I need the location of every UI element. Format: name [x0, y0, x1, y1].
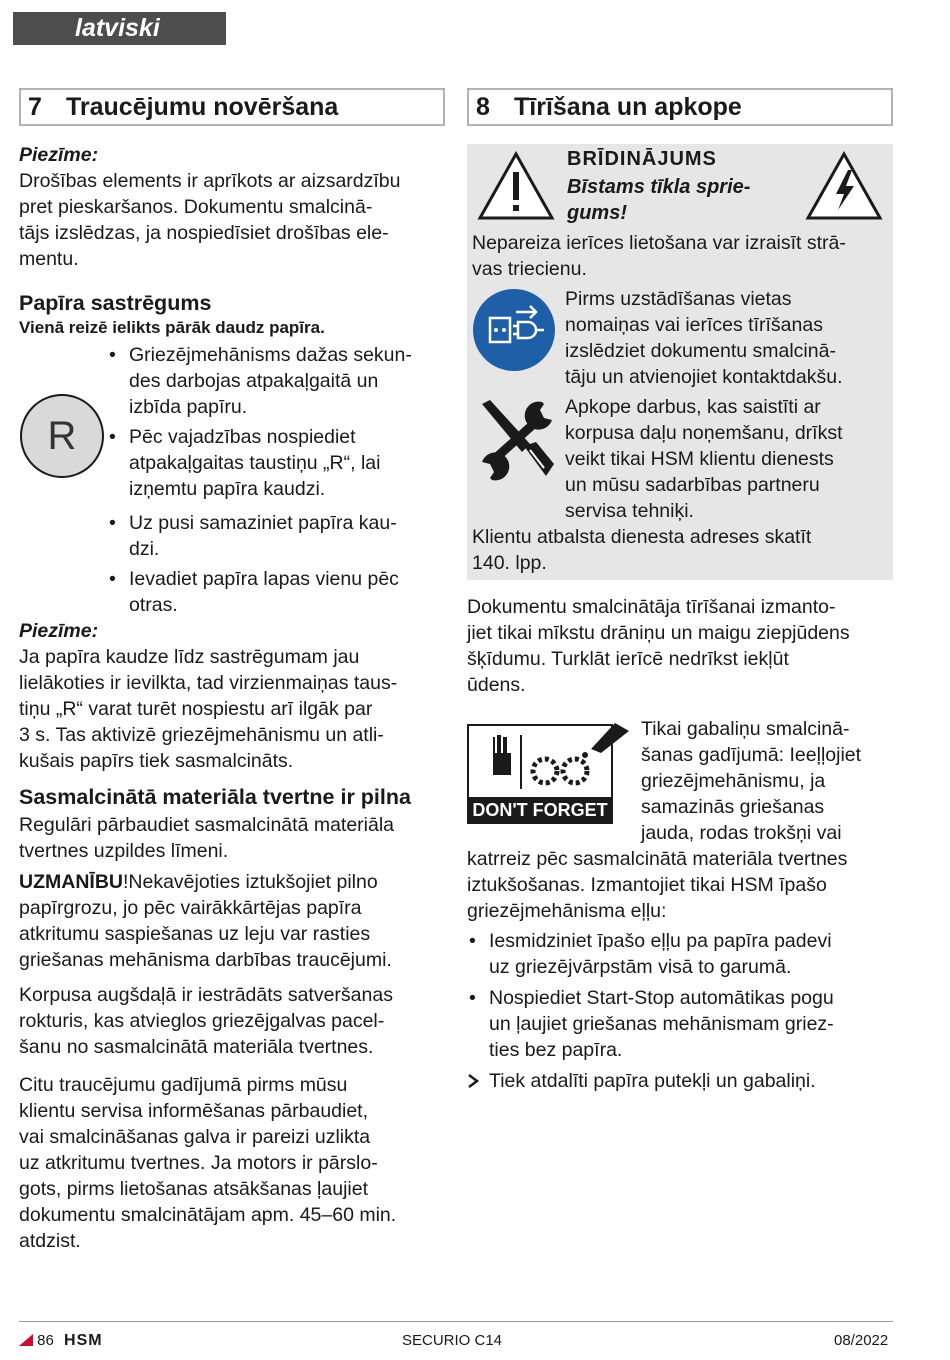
- handle-text: Korpusa augšdaļā ir iestrādāts satveršanas rokturis, kas atvieglos griezējgalvas pacel- šanu no sasmalcinātā materiāla tvertnes.: [19, 984, 393, 1058]
- oil-instruction: DON'T FORGET Tikai gabaliņu smalcinā- šanas gadījumā: Ieeļļojiet griezējmehānismu, ja samazinās griešanas jauda, rodas trokšņi vai: [467, 716, 893, 846]
- brand-logo: HSM: [64, 1332, 103, 1349]
- warning-text: Nepareiza ierīces lietošana var izraisīt strā- vas triecienu.: [472, 232, 846, 280]
- other-faults-text: Citu traucējumu gadījumā pirms mūsu klientu servisa informēšanas pārbaudiet, vai smalcināšanas galva ir pareizi uzlikta uz atkritumu tvertnes. Ja motors ir pārslo- gots, pirms lietošanas atsākšanas ļaujiet dokumentu smalcinātājam apm. 45–60 min. atdzist.: [19, 1074, 397, 1252]
- cleaning-text: Dokumentu smalcinātāja tīrīšanai izmanto- jiet tikai mīkstu drāniņu un maigu ziepjūdens šķīdumu. Turklāt ierīcē nedrīkst iekļūt ūdens.: [467, 596, 850, 696]
- list-item: • Iesmidziniet īpašo eļļu pa papīra padevi uz griezējvārpstām visā to garumā.: [467, 928, 893, 980]
- arrow-right-icon: [467, 1068, 481, 1094]
- note-label: Piezīme:: [19, 144, 99, 166]
- service-instruction: Apkope darbus, kas saistīti ar korpusa daļu noņemšanu, drīkst veikt tikai HSM klientu dienests un mūsu sadarbības partneru servisa tehniķi.: [472, 394, 888, 524]
- warning-box: [467, 144, 893, 580]
- section-title: Traucējumu novēršana: [66, 93, 339, 121]
- section-number: 8: [476, 93, 490, 121]
- section-number: 7: [28, 93, 42, 121]
- paper-jam-heading: Papīra sastrēgums: [19, 291, 212, 315]
- note-label: Piezīme:: [19, 620, 99, 642]
- reverse-key-block: [19, 342, 445, 502]
- high-voltage-icon: [804, 150, 884, 222]
- oil-continuation: katrreiz pēc sasmalcinātā materiāla tvertnes iztukšošanas. Izmantojiet tikai HSM īpašo griezējmehānisma eļļu:: [467, 848, 848, 922]
- footer-left: [19, 1331, 103, 1351]
- section-7-heading: [19, 88, 445, 126]
- oil-steps: [467, 928, 893, 1063]
- page-number: 86: [37, 1332, 54, 1349]
- dont-forget-label: DON'T FORGET: [472, 800, 608, 820]
- result-line: Tiek atdalīti papīra putekļi un gabaliņi.: [467, 1068, 893, 1094]
- note-safety: [19, 142, 445, 272]
- footer-divider: [19, 1321, 893, 1322]
- section-title: Tīrīšana un apkope: [514, 93, 742, 121]
- reverse-key-icon: R: [20, 394, 104, 478]
- paper-jam-cause: Vienā reizē ielikts pārāk daudz papīra.: [19, 318, 325, 337]
- bin-check-text: Regulāri pārbaudiet sasmalcinātā materiāla tvertnes uzpildes līmeni.: [19, 814, 395, 862]
- caution-word: UZMANĪBU: [19, 871, 123, 893]
- language-tab: latviski: [13, 12, 226, 45]
- note-text: Ja papīra kaudze līdz sastrēgumam jau lielākoties ir ievilkta, tad virzienmaiņas taus- tiņu „R“ varat turēt nospiestu arī ilgāk par 3 s. Tas aktivizē griezējmehānismu un atli- kušais papīrs tiek sasmalcināts.: [19, 646, 398, 772]
- section-8-heading: [467, 88, 893, 126]
- tools-icon: [472, 396, 560, 486]
- address-note: Klientu atbalsta dienesta adreses skatīt 140. lpp.: [472, 526, 812, 574]
- dont-forget-icon: [467, 719, 635, 825]
- jam-steps: [107, 510, 445, 618]
- list-item: • Nospiediet Start-Stop automātikas pogu un ļaujiet griešanas mehānismam griez- ties bez papīra.: [467, 985, 893, 1063]
- note-text: Drošības elements ir aprīkots ar aizsardzību pret pieskaršanos. Dokumentu smalcinā- tājs izslēdzas, ja nospiedīsiet drošības ele- mentu.: [19, 170, 401, 270]
- list-item: • Ievadiet papīra lapas vienu pēc otras.: [107, 566, 445, 618]
- list-item: • Pēc vajadzības nospiediet atpakaļgaitas taustiņu „R“, lai izņemtu papīra kaudzi.: [107, 424, 447, 502]
- doc-date: 08/2022: [834, 1332, 889, 1349]
- model-name: SECURIO C14: [402, 1332, 503, 1349]
- warning-subtitle: Bīstams tīkla sprie- gums!: [567, 176, 751, 224]
- caution-text: UZMANĪBU!Nekavējoties iztukšojiet pilno papīrgrozu, jo pēc vairākkārtējas papīra atkritumu saspiešanas uz leju var rasties griešanas mehānisma darbības traucējumi.: [19, 871, 392, 971]
- list-item: • Uz pusi samaziniet papīra kau- dzi.: [107, 510, 445, 562]
- warning-triangle-icon: [476, 150, 556, 222]
- warning-title: BRĪDINĀJUMS: [567, 148, 717, 170]
- corner-mark-icon: [19, 1334, 33, 1346]
- section-8: [467, 88, 893, 1094]
- section-7: [19, 88, 445, 1254]
- bin-full-heading: Sasmalcinātā materiāla tvertne ir pilna: [19, 785, 411, 809]
- unplug-icon: [472, 288, 556, 372]
- list-item: • Griezējmehānisms dažas sekun- des darbojas atpakaļgaitā un izbīda papīru.: [107, 342, 447, 420]
- unplug-instruction: Pirms uzstādīšanas vietas nomaiņas vai ierīces tīrīšanas izslēdziet dokumentu smalcinā- tāju un atvienojiet kontaktdakšu.: [472, 286, 888, 390]
- reverse-bullets: [107, 342, 447, 502]
- note-jam: [19, 618, 445, 774]
